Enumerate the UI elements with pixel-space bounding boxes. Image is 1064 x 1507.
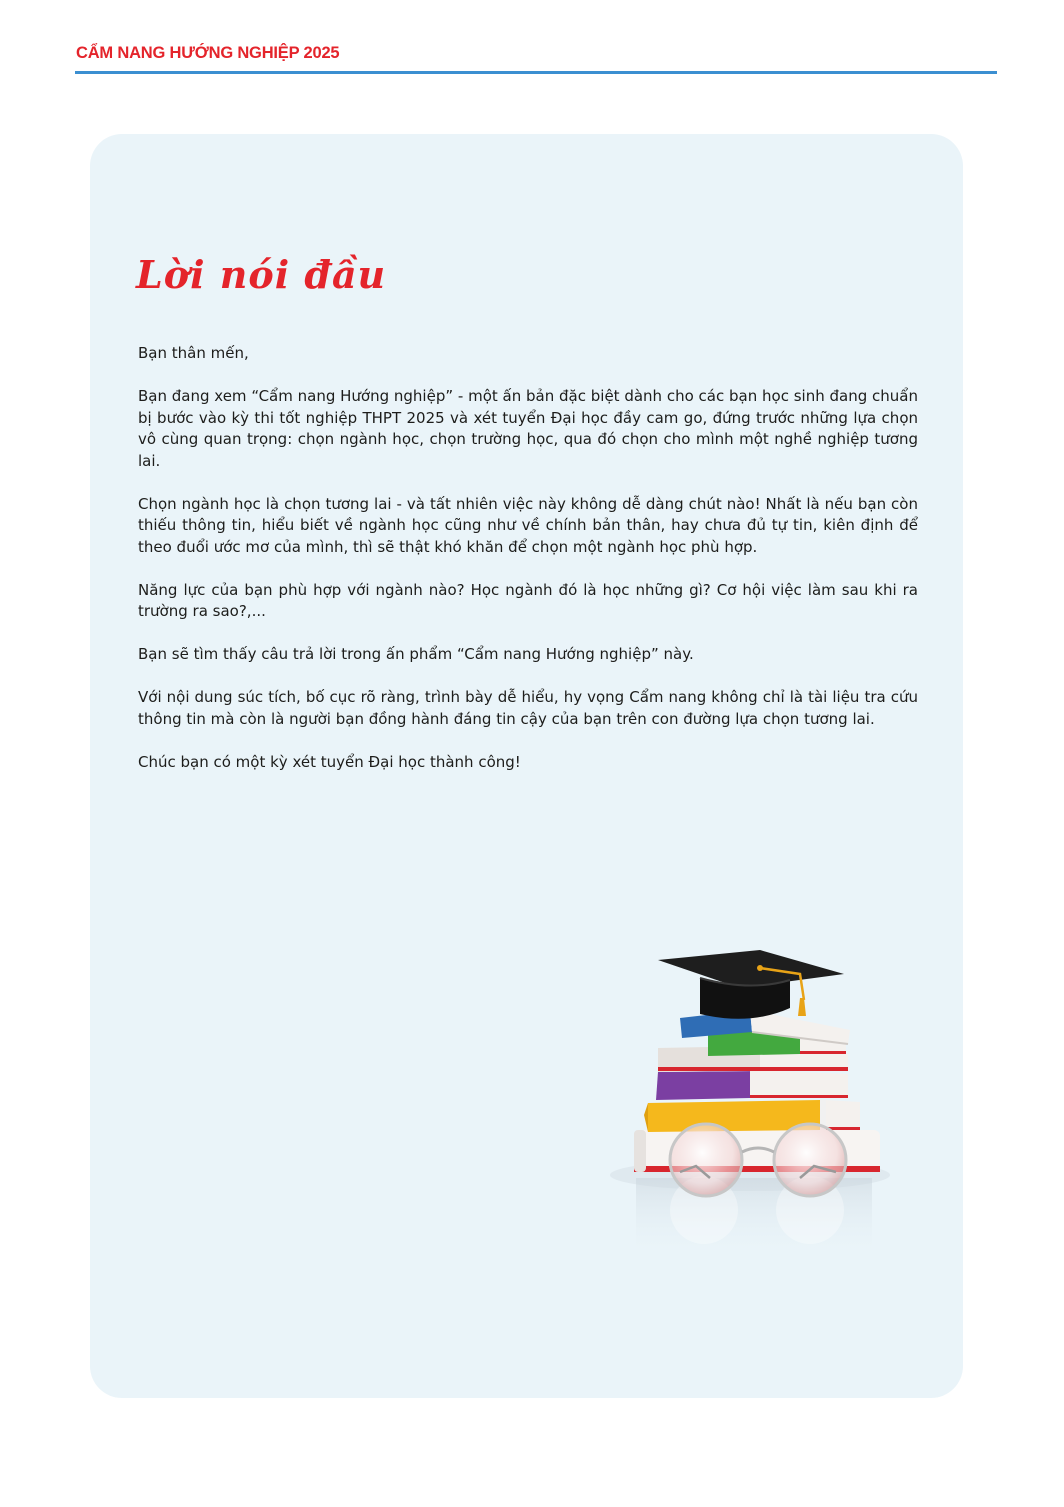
preface-body	[138, 343, 918, 795]
page-header-title: CẨM NANG HƯỚNG NGHIỆP 2025	[76, 44, 340, 62]
preface-paragraph-choice: Chọn ngành học là chọn tương lai - và tất nhiên việc này không dễ dàng chút nào! Nhất là nếu bạn còn thiếu thông tin, hiểu biết về ngành học cũng như về chính bản thân, hay chưa đủ tự tin, kiên định để theo đuổi ước mơ của mình, thì sẽ thật khó khăn để chọn một ngành học phù hợp.	[138, 494, 918, 556]
preface-paragraph-content: Với nội dung súc tích, bố cục rõ ràng, trình bày dễ hiểu, hy vọng Cẩm nang không chỉ là tài liệu tra cứu thông tin mà còn là người bạn đồng hành đáng tin cậy của bạn trên con đường lựa chọn tương lai.	[138, 688, 918, 728]
preface-paragraph-questions: Năng lực của bạn phù hợp với ngành nào? Học ngành đó là học những gì? Cơ hội việc làm sau khi ra trường ra sao?,...	[138, 580, 918, 620]
preface-heading: Lời nói đầu	[136, 252, 387, 297]
preface-paragraph-greeting: Bạn thân mến,	[138, 344, 249, 362]
header-divider	[75, 71, 997, 74]
preface-paragraph-wish: Chúc bạn có một kỳ xét tuyển Đại học thành công!	[138, 752, 521, 771]
preface-paragraph-intro: Bạn đang xem “Cẩm nang Hướng nghiệp” - một ấn bản đặc biệt dành cho các bạn học sinh đang chuẩn bị bước vào kỳ thi tốt nghiệp THPT 2025 và xét tuyển Đại học đầy cam go, đứng trước những lựa chọn vô cùng quan trọng: chọn ngành học, chọn trường học, qua đó chọn cho mình một nghề nghiệp tương lai.	[138, 387, 918, 470]
preface-paragraph-answers: Bạn sẽ tìm thấy câu trả lời trong ấn phẩm “Cẩm nang Hướng nghiệp” này.	[138, 645, 694, 663]
graduation-books-glasses-icon	[600, 940, 920, 1270]
